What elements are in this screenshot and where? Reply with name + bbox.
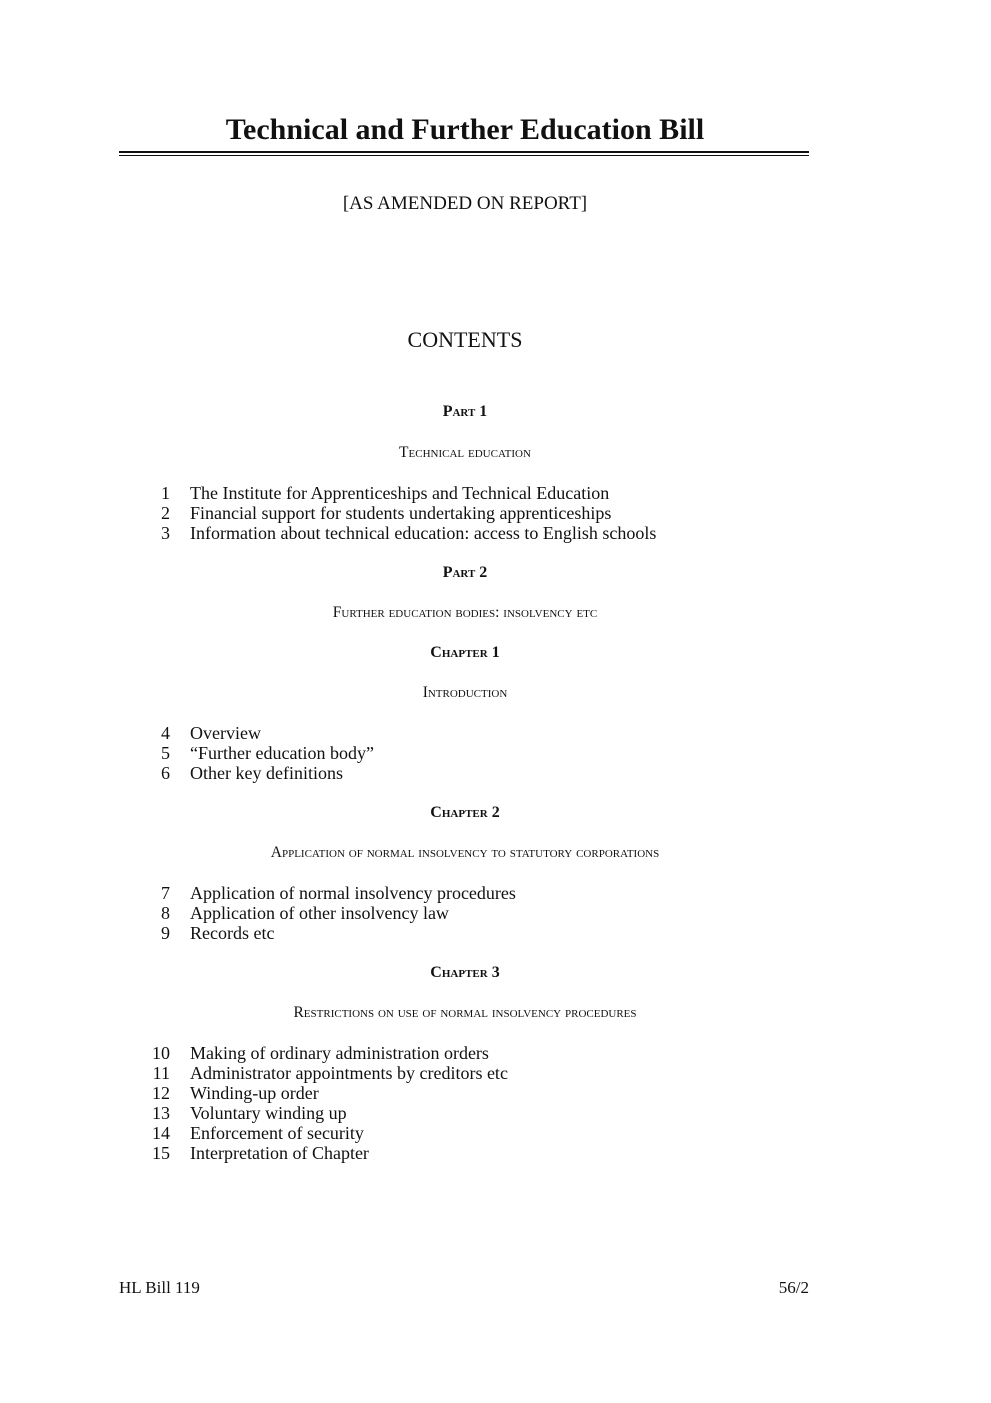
section-title: Voluntary winding up [190,1103,347,1123]
section-number: 2 [161,503,170,523]
section-number: 7 [161,883,170,903]
section-title: “Further education body” [190,743,374,763]
division-heading: Chapter 3 [430,964,500,981]
division-heading: Part 1 [442,403,488,420]
footer-bill-number: HL Bill 119 [119,1278,200,1297]
section-title: Administrator appointments by creditors etc [190,1063,508,1083]
footer-reference: 56/2 [778,1278,809,1297]
section-number: 3 [161,523,170,543]
section-title: Application of normal insolvency procedures [190,883,516,903]
title-rule-bottom [119,155,809,156]
division-heading: Part 2 [442,564,488,581]
section-number: 8 [161,903,170,923]
division-subtitle: Further education bodies: insolvency etc [332,604,598,621]
section-title: Records etc [190,923,275,943]
section-number: 6 [161,763,170,783]
section-title: Application of other insolvency law [190,903,449,923]
section-number: 5 [161,743,170,763]
section-number: 11 [152,1063,170,1083]
section-title: Interpretation of Chapter [190,1143,369,1163]
section-number: 9 [161,923,170,943]
section-title: Financial support for students undertaking apprenticeships [190,503,612,523]
section-title: The Institute for Apprenticeships and Technical Education [190,483,610,503]
section-number: 15 [152,1143,170,1163]
section-title: Making of ordinary administration orders [190,1043,489,1063]
section-number: 4 [161,723,170,743]
section-number: 1 [161,483,170,503]
section-title: Winding-up order [190,1083,319,1103]
section-number: 14 [152,1123,170,1143]
division-heading: Chapter 2 [430,804,500,821]
section-number: 12 [152,1083,170,1103]
section-number: 10 [152,1043,170,1063]
contents-heading: CONTENTS [407,327,523,352]
division-heading: Chapter 1 [430,644,500,661]
title-rule-top [119,151,809,153]
section-number: 13 [152,1103,170,1123]
section-title: Overview [190,723,261,743]
division-subtitle: Restrictions on use of normal insolvency procedures [293,1004,637,1021]
section-title: Enforcement of security [190,1123,364,1143]
division-subtitle: Introduction [422,684,508,701]
bill-status: [AS AMENDED ON REPORT] [342,193,588,214]
bill-title: Technical and Further Education Bill [225,113,705,146]
section-title: Other key definitions [190,763,343,783]
division-subtitle: Technical education [399,444,531,461]
section-title: Information about technical education: access to English schools [190,523,657,543]
division-subtitle: Application of normal insolvency to statutory corporations [270,844,660,861]
